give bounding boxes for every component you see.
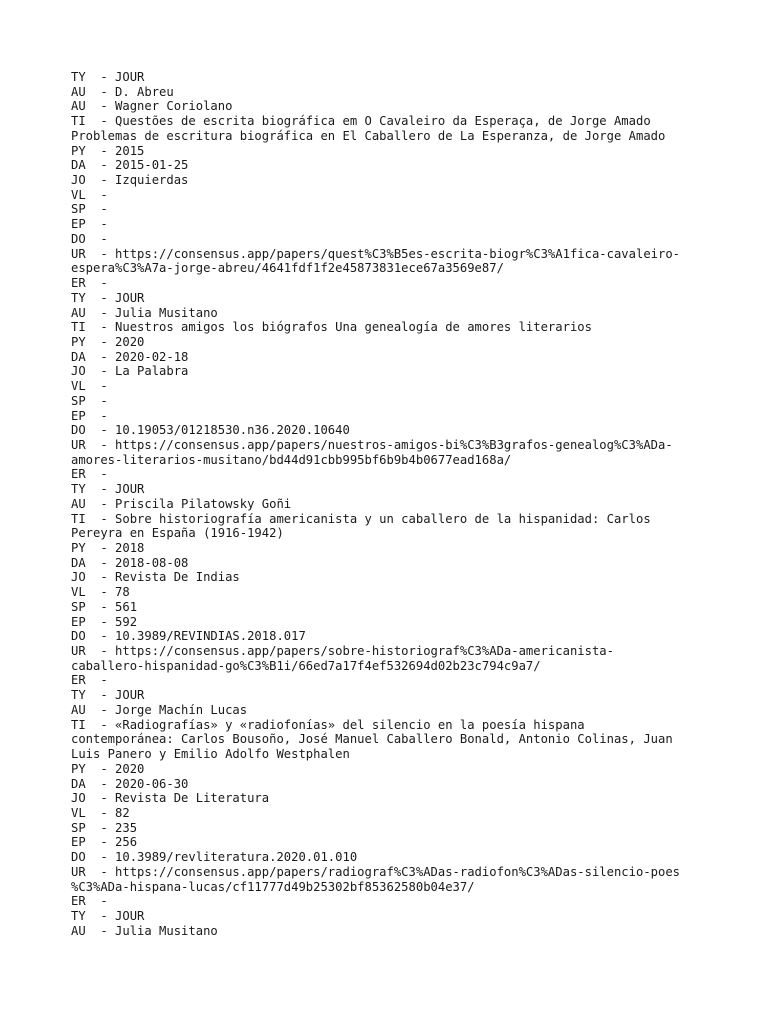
text-line: DO - 10.3989/revliteratura.2020.01.010 xyxy=(71,850,358,865)
text-line: AU - Wagner Coriolano xyxy=(71,99,233,114)
text-line: SP - xyxy=(71,393,116,408)
text-line: DA - 2015-01-25 xyxy=(71,158,189,173)
text-line: JO - La Palabra xyxy=(71,364,189,379)
text-line: UR - https://consensus.app/papers/nuestros-amigos-bi%C3%B3grafos-genealog%C3%ADa- xyxy=(71,437,673,452)
text-line: AU - Priscila Pilatowsky Goñi xyxy=(71,496,292,511)
text-line: DA - 2018-08-08 xyxy=(71,555,189,570)
text-line: AU - D. Abreu xyxy=(71,84,174,99)
text-line: TY - JOUR xyxy=(71,482,145,497)
text-line: %C3%ADa-hispana-lucas/cf11777d49b25302bf85362580b04e37/ xyxy=(71,879,475,894)
text-line: contemporánea: Carlos Bousoño, José Manuel Caballero Bonald, Antonio Colinas, Juan xyxy=(71,732,673,747)
text-line: JO - Revista De Indias xyxy=(71,570,240,585)
text-line: PY - 2015 xyxy=(71,143,145,158)
text-line: TY - JOUR xyxy=(71,70,145,84)
text-line: DA - 2020-02-18 xyxy=(71,349,189,364)
text-line: ER - xyxy=(71,894,116,909)
text-line: TI - «Radiografías» y «radiofonías» del silencio en la poesía hispana xyxy=(71,717,585,732)
text-line: JO - Revista De Literatura xyxy=(71,791,270,806)
text-line: TY - JOUR xyxy=(71,688,145,703)
text-line: TY - JOUR xyxy=(71,290,145,305)
text-line: TY - JOUR xyxy=(71,908,145,923)
text-line: SP - 235 xyxy=(71,820,138,835)
text-line: SP - xyxy=(71,202,116,217)
text-line: amores-literarios-musitano/bd44d91cbb995bf6b9b4b0677ead168a/ xyxy=(71,452,512,467)
text-line: VL - xyxy=(71,379,116,394)
text-line: VL - 82 xyxy=(71,805,130,820)
text-line: ER - xyxy=(71,467,116,482)
text-line: Luis Panero y Emilio Adolfo Westphalen xyxy=(71,747,350,762)
text-line: ER - xyxy=(71,276,116,291)
text-line: DA - 2020-06-30 xyxy=(71,776,189,791)
text-line: PY - 2020 xyxy=(71,334,145,349)
text-line: VL - xyxy=(71,187,116,202)
text-line: VL - 78 xyxy=(71,585,130,600)
text-line: EP - 592 xyxy=(71,614,138,629)
text-line: SP - 561 xyxy=(71,599,138,614)
text-line: TI - Sobre historiografía americanista y un caballero de la hispanidad: Carlos xyxy=(71,511,651,526)
ris-citation-text xyxy=(71,70,711,938)
text-line: ER - xyxy=(71,673,116,688)
text-line: PY - 2020 xyxy=(71,761,145,776)
text-line: UR - https://consensus.app/papers/sobre-historiograf%C3%ADa-americanista- xyxy=(71,644,614,659)
text-line: AU - Julia Musitano xyxy=(71,923,218,938)
text-line: PY - 2018 xyxy=(71,541,145,555)
text-line: EP - xyxy=(71,408,116,423)
text-line: EP - 256 xyxy=(71,835,138,850)
text-line: AU - Jorge Machín Lucas xyxy=(71,702,248,717)
text-line: UR - https://consensus.app/papers/radiograf%C3%ADas-radiofon%C3%ADas-silencio-poes xyxy=(71,864,681,879)
text-line: TI - Nuestros amigos los biógrafos Una genealogía de amores literarios xyxy=(71,320,592,335)
text-line: AU - Julia Musitano xyxy=(71,305,218,320)
text-line: espera%C3%A7a-jorge-abreu/4641fdf1f2e45873831ece67a3569e87/ xyxy=(71,261,504,276)
text-line: UR - https://consensus.app/papers/quest%C3%B5es-escrita-biogr%C3%A1fica-cavaleiro- xyxy=(71,246,681,261)
text-line: DO - xyxy=(71,231,116,246)
text-line: Pereyra en España (1916-1942) xyxy=(71,526,284,541)
text-line: DO - 10.3989/REVINDIAS.2018.017 xyxy=(71,629,306,644)
text-line: DO - 10.19053/01218530.n36.2020.10640 xyxy=(71,423,350,438)
text-line: Problemas de escritura biográfica en El Caballero de La Esperanza, de Jorge Amado xyxy=(71,128,666,143)
text-line: TI - Questões de escrita biográfica em O Cavaleiro da Esperaça, de Jorge Amado xyxy=(71,114,651,129)
text-line: caballero-hispanidad-go%C3%B1i/66ed7a17f4ef532694d02b23c794c9a7/ xyxy=(71,658,541,673)
text-line: EP - xyxy=(71,217,116,232)
text-line: JO - Izquierdas xyxy=(71,173,189,188)
